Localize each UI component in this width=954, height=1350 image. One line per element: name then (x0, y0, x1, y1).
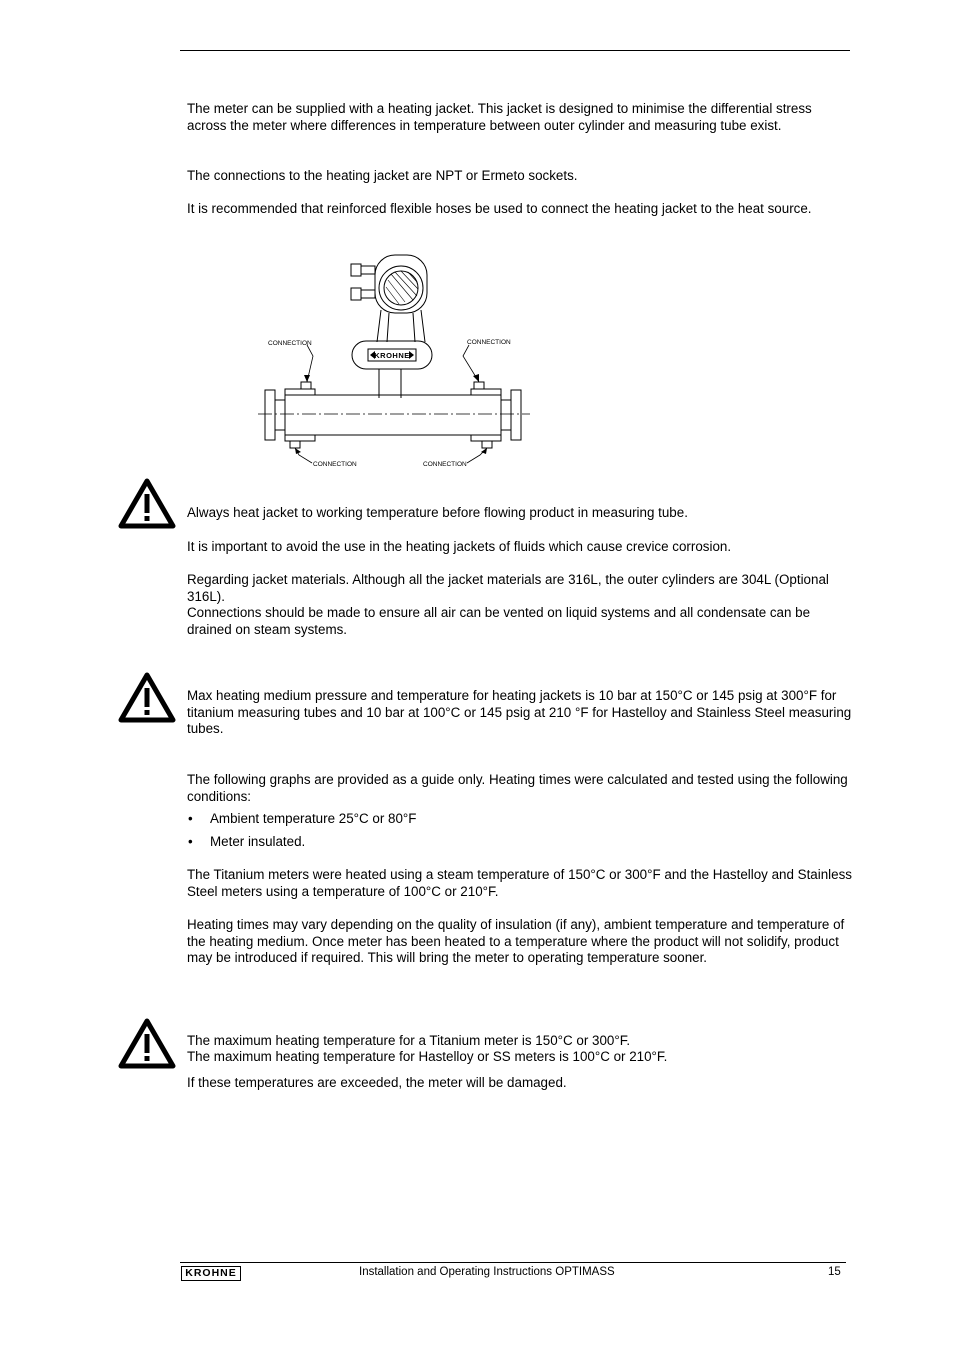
bullet-marker: • (188, 834, 193, 849)
krohne-logo: KROHNE (181, 1266, 241, 1281)
diagram-brand-label: KROHNE (374, 351, 410, 360)
graphs-intro: The following graphs are provided as a guide only. Heating times were calculated and tested using the following conditions: (187, 772, 848, 804)
connection-label-top-right: CONNECTION (467, 339, 511, 346)
intro-paragraph-2: The connections to the heating jacket are NPT or Ermeto sockets. (187, 168, 578, 183)
warning1-line1: Always heat jacket to working temperature before flowing product in measuring tube. (187, 505, 688, 520)
heating-jacket-diagram (255, 250, 535, 475)
connection-label-bottom-left: CONNECTION (313, 461, 357, 468)
warning2-text: Max heating medium pressure and temperature for heating jackets is 10 bar at 150°C or 145 psig at 300°F for titanium measuring tubes and 10 bar at 100°C or 145 psig at 210 °F for Hastelloy and Stainless Steel measuring tubes. (187, 688, 852, 737)
intro-paragraph-3: It is recommended that reinforced flexible hoses be used to connect the heating jacket to the heat source. (187, 201, 812, 216)
warning-triangle-icon (118, 478, 176, 530)
heating-times-paragraph: Heating times may vary depending on the quality of insulation (if any), ambient temperature and temperature of the heating medium. Once meter has been heated to a temperature where the product will not solidify, product may be introduced if required. This will bring the meter to operating temperature sooner. (187, 917, 845, 966)
warning-triangle-icon (118, 1018, 176, 1070)
warning3-line3: If these temperatures are exceeded, the meter will be damaged. (187, 1075, 567, 1090)
warning3-line1: The maximum heating temperature for a Titanium meter is 150°C or 300°F. (187, 1033, 631, 1048)
bullet-marker: • (188, 811, 193, 826)
footer-rule (180, 1262, 846, 1263)
bullet-item: Meter insulated. (210, 834, 306, 849)
titanium-paragraph: The Titanium meters were heated using a steam temperature of 150°C or 300°F and the Hastelloy and Stainless Steel meters using a temperature of 100°C or 210°F. (187, 867, 852, 899)
connection-label-bottom-right: CONNECTION (423, 461, 467, 468)
warning1-line2: It is important to avoid the use in the heating jackets of fluids which cause crevice corrosion. (187, 539, 732, 554)
header-rule (180, 50, 850, 51)
warning1-line4: Connections should be made to ensure all air can be vented on liquid systems and all condensate can be drained on steam systems. (187, 605, 811, 637)
warning1-line3: Regarding jacket materials. Although all the jacket materials are 316L, the outer cylinders are 304L (Optional 316L). (187, 572, 829, 604)
warning3-line2: The maximum heating temperature for Hastelloy or SS meters is 100°C or 210°F. (187, 1049, 668, 1064)
bullet-item: Ambient temperature 25°C or 80°F (210, 811, 417, 826)
connection-label-top-left: CONNECTION (268, 340, 312, 347)
footer-title: Installation and Operating Instructions OPTIMASS (359, 1266, 615, 1278)
warning-triangle-icon (118, 672, 176, 724)
page-number: 15 (828, 1266, 841, 1278)
intro-paragraph-1: The meter can be supplied with a heating jacket. This jacket is designed to minimise the differential stress across the meter where differences in temperature between outer cylinder and measuring tube exist. (187, 101, 812, 133)
